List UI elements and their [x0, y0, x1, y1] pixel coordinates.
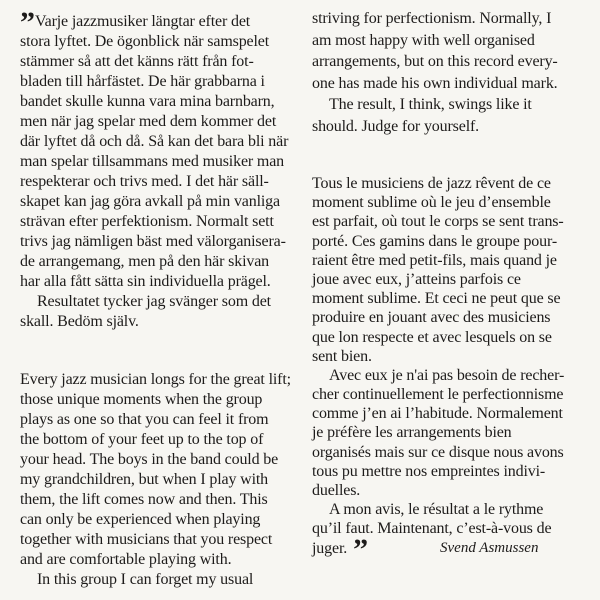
- french-text: [312, 174, 565, 566]
- text-line: je préfère les arrangements bien: [312, 424, 512, 442]
- text-line: porté. Ces gamins dans le groupe pour-: [312, 232, 558, 250]
- text-line-content: juger.: [312, 539, 348, 557]
- text-line: my grandchildren, but when I play with: [20, 471, 269, 488]
- text-line: man spelar tillsammans med musiker man: [20, 153, 285, 170]
- text-line: sent bien.: [312, 347, 372, 365]
- text-line: Avec eux je n'ai pas besoin de recher-: [329, 366, 565, 384]
- text-line: A mon avis, le résultat a le rythme: [329, 501, 544, 519]
- text-line: Resultatet tycker jag svänger som det: [37, 293, 271, 310]
- text-line: those unique moments when the group: [20, 391, 263, 408]
- text-line: trivs jag nämligen bäst med välorganisera-: [20, 233, 286, 250]
- text-line-content: Varje jazzmusiker längtar efter det: [35, 13, 251, 30]
- text-line: que lon respecte et avec lesquels on se: [312, 328, 552, 346]
- text-line: duelles.: [312, 482, 361, 499]
- text-line: should. Judge for yourself.: [312, 117, 480, 135]
- text-line: the bottom of your feet up to the top of: [20, 431, 264, 448]
- text-line: där lyftet då och då. Så kan det bara bli när: [20, 133, 289, 150]
- text-line: [20, 6, 288, 39]
- text-line: men när jag spelar med dem kommer det: [20, 113, 277, 130]
- text-line: Every jazz musician longs for the great lift;: [20, 371, 291, 388]
- text-line: organisés mais sur ce disque nous avons: [312, 443, 564, 461]
- signature: Svend Asmussen: [440, 540, 539, 556]
- swedish-text: [20, 6, 289, 332]
- text-line: your head. The boys in the band could be: [20, 451, 279, 468]
- text-line: Tous le musiciens de jazz rêvent de ce: [312, 175, 551, 192]
- text-line: produire en jouant avec des musiciens: [312, 309, 551, 327]
- text-line: skall. Bedöm själv.: [20, 313, 139, 330]
- text-line: arrangements, but on this record every-: [312, 53, 558, 71]
- text-line: moment sublime. Et ceci ne peut que se: [312, 290, 561, 308]
- text-line: joue avec eux, j’atteins parfois ce: [312, 270, 521, 288]
- text-line: The result, I think, swings like it: [329, 96, 532, 114]
- text-line: can only be experienced when playing: [20, 511, 261, 528]
- text-line: them, the lift comes now and then. This: [20, 491, 268, 508]
- text-line: stämmer så att det känns rätt från fot-: [20, 53, 254, 70]
- close-quote-mark: ”: [353, 532, 365, 566]
- english-text: [20, 370, 291, 590]
- text-line: de arrangemang, men på den här skivan: [20, 253, 270, 270]
- open-quote-mark: ”: [20, 6, 31, 39]
- text-line: comme j’en ai l’habitude. Normalement: [312, 405, 563, 423]
- text-line: respekterar och trivs med. I det här säll-: [20, 173, 269, 190]
- text-line: har alla fått sätta sin individuella prägel.: [20, 273, 271, 290]
- text-line: strävan efter perfektionism. Normalt sett: [20, 213, 274, 230]
- text-line: stora lyftet. De ögonblick när samspelet: [20, 33, 270, 50]
- text-line: qu’il faut. Maintenant, c’est-à-vous de: [312, 520, 552, 538]
- text-line: est parfait, où tout le corps se sent trans-: [312, 213, 564, 231]
- text-line: and are comfortable playing with.: [20, 551, 232, 568]
- text-line: skapet kan jag göra avkall på min vanliga: [20, 193, 280, 210]
- text-line: moment sublime où le jeu d’ensemble: [312, 194, 551, 212]
- text-line: am most happy with well organised: [312, 31, 535, 49]
- text-line: cher continuellement le perfectionnisme: [312, 386, 564, 404]
- english-text-continued: [312, 8, 558, 138]
- text-line: raient être med petit-fils, mais quand je: [312, 251, 557, 269]
- text-line: In this group I can forget my usual: [37, 571, 254, 588]
- text-line: bladen till hårfästet. De här grabbarna i: [20, 73, 265, 90]
- text-line: striving for perfectionism. Normally, I: [312, 10, 552, 27]
- text-line: together with musicians that you respect: [20, 531, 273, 548]
- text-line: tous pu mettre nos empreintes indivi-: [312, 462, 546, 480]
- text-line: plays as one so that you can feel it from: [20, 411, 269, 428]
- text-line: bandet skulle kunna vara mina barnbarn,: [20, 93, 275, 110]
- text-line: one has made his own individual mark.: [312, 74, 558, 92]
